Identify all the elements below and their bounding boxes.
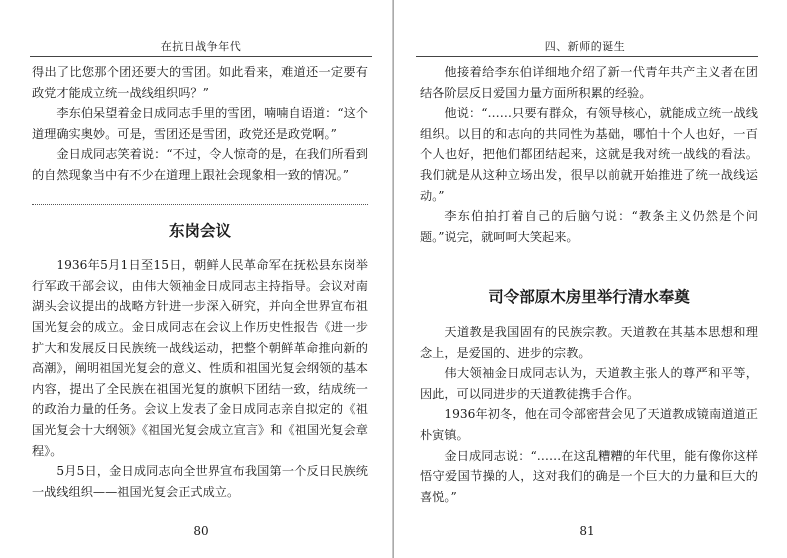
paragraph: 天道教是我国固有的民族宗教。天道教在其基本思想和理念上，是爱国的、进步的宗教。	[420, 324, 758, 360]
paragraph: 李东伯拍打着自己的后脑勺说：“教条主义仍然是个问题。”说完，就呵呵大笑起来。	[420, 209, 758, 244]
right-page-body	[420, 62, 758, 507]
header-rule-left	[30, 56, 372, 57]
paragraph: 金日成同志说：“……在这乱糟糟的年代里，能有像你这样悟守爱国节操的人，这对我们的确是一个巨大的力量和巨大的喜悦。”	[420, 448, 758, 504]
paragraph: 金日成同志笑着说：“不过，令人惊奇的是，在我们所看到的自然现象当中有不少在道理上跟社会现象相一致的情况。”	[32, 147, 368, 182]
running-head-right: 四、新师的诞生	[544, 40, 626, 53]
left-page	[0, 0, 393, 558]
paragraph: 1936年5月1日至15日，朝鲜人民革命军在抚松县东岗举行军政干部会议，由伟大领袖金日成同志主持指导。会议对南湖头会议提出的战略方针进一步深入研究，并向全世界宣布祖国光复会的成立。金日成同志在会议上作历史性报告《进一步扩大和发展反日民族统一战线运动，把整个朝鲜革命推向新的高潮》，阐明祖国光复会的意义、性质和祖国光复会纲领的基本内容，提出了全民族在祖国光复的旗帜下团结一致，结成统一的政治力量的任务。会议上发表了金日成同志亲自拟定的《祖国光复会十大纲领》《祖国光复会成立宣言》和《祖国光复会章程》。	[32, 258, 368, 458]
paragraph: 他接着给李东伯详细地介绍了新一代青年共产主义者在团结各阶层反日爱国力量方面所积累的经验。	[420, 65, 758, 100]
paragraph: 伟大领袖金日成同志认为，天道教主张人的尊严和平等，因此，可以同进步的天道教徒携手合作。	[420, 366, 758, 401]
paragraph: 他说：“……只要有群众，有领导核心，就能成立统一战线组织。以目的和志向的共同性为基础，哪怕十个人也好，一百个人也好，把他们都团结起来，这就是我对统一战线的看法。我们就是从这种立场出发，很早以前就开始推进了统一战线运动。”	[420, 106, 758, 203]
page-number-left: 80	[193, 524, 209, 538]
header-rule-right	[416, 56, 758, 57]
page-number-right: 81	[579, 524, 595, 538]
running-head-left: 在抗日战争年代	[160, 40, 242, 53]
left-page-body	[32, 62, 368, 502]
paragraph: 5月5日，金日成同志向全世界宣布我国第一个反日民族统一战线组织——祖国光复会正式成立。	[32, 464, 368, 499]
section-title: 东岗会议	[168, 221, 231, 240]
section-title: 司令部原木房里举行清水奉奠	[488, 288, 690, 307]
paragraph: 李东伯呆望着金日成同志手里的雪团，喃喃自语道：“这个道理确实奥妙。可是，雪团还是雪团，政党还是政党啊。”	[32, 106, 368, 141]
paragraph: 1936年初冬，他在司令部密营会见了天道教成镜南道道正朴寅镇。	[420, 407, 758, 442]
right-page	[394, 0, 787, 558]
paragraph: 得出了比您那个团还要大的雪团。如此看来，难道还一定要有政党才能成立统一战线组织吗？”	[32, 65, 368, 100]
